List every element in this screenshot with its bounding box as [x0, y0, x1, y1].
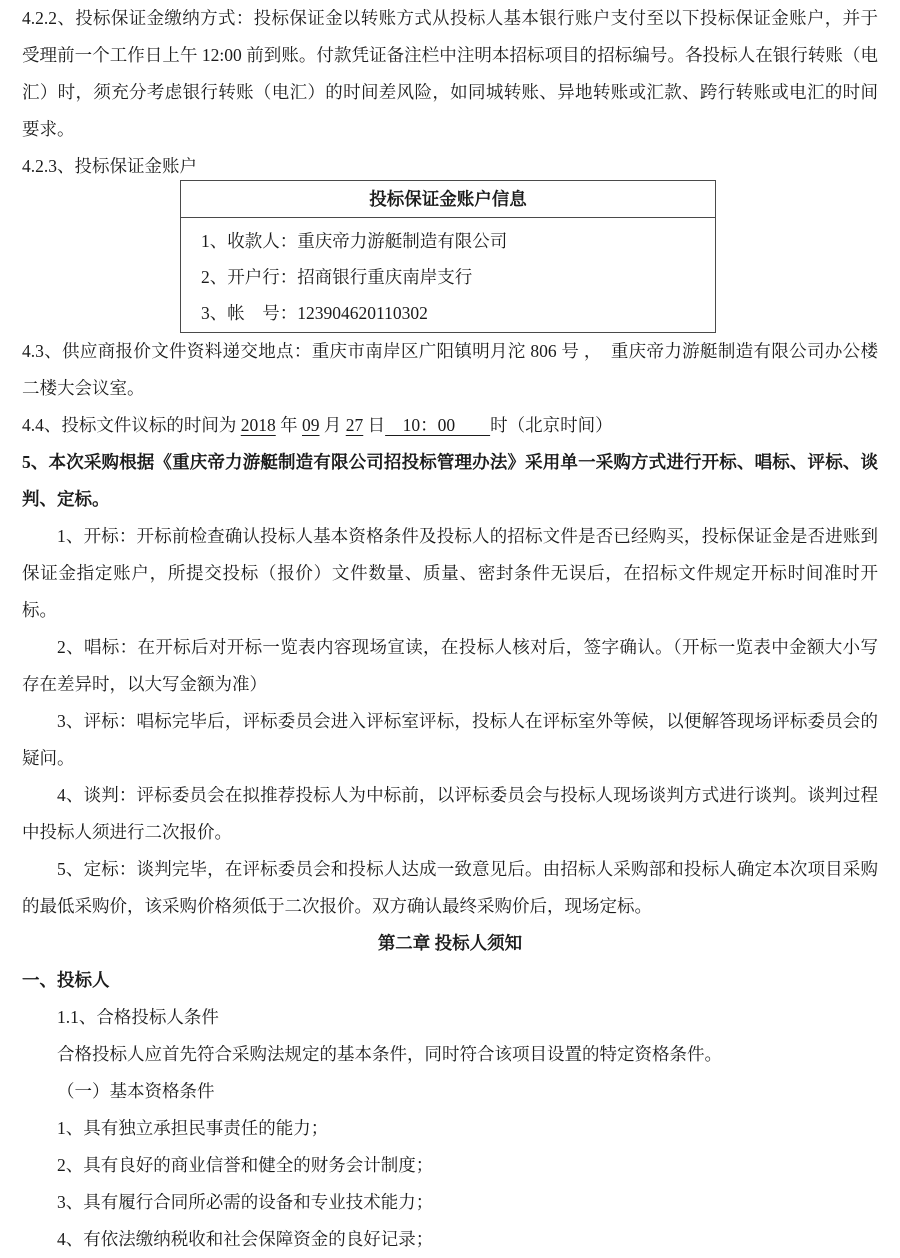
clause-5-paragraph: 5、本次采购根据《重庆帝力游艇制造有限公司招投标管理办法》采用单一采购方式进行开标、唱标、评标、谈判、定标。 [22, 452, 878, 509]
basic-qualification-heading: （一）基本资格条件 [57, 1081, 215, 1101]
bid-time-day-unit: 日 [363, 415, 386, 435]
deposit-account-table [180, 180, 716, 333]
clause-4-4-paragraph [22, 407, 878, 444]
bid-time-month: 09 [302, 415, 320, 435]
bid-time-month-unit: 月 [319, 415, 346, 435]
condition-item-4: 4、有依法缴纳税收和社会保障资金的良好记录； [57, 1229, 434, 1249]
account-row-bank: 2、开户行：招商银行重庆南岸支行 [201, 267, 473, 287]
step-negotiate-paragraph: 4、谈判：评标委员会在拟推荐投标人为中标前，以评标委员会与投标人现场谈判方式进行谈判。谈判过程中投标人须进行二次报价。 [22, 785, 878, 842]
bid-time-year: 2018 [240, 415, 276, 435]
deposit-account-table-body [181, 218, 715, 332]
clause-4-3-paragraph: 4.3、供应商报价文件资料递交地点：重庆市南岸区广阳镇明月沱 806 号 ， 重庆帝力游艇制造有限公司办公楼二楼大会议室。 [22, 341, 878, 398]
bid-time-clock: 10：00 [385, 415, 491, 435]
step-read-bid-paragraph: 2、唱标：在开标后对开标一览表内容现场宣读，在投标人核对后，签字确认。（开标一览表中金额大小写存在差异时，以大写金额为准） [22, 637, 878, 694]
bid-time-tail: 时（北京时间） [490, 415, 613, 435]
account-row-number: 3、帐 号：123904620110302 [201, 303, 428, 323]
clause-4-2-3-paragraph: 4.2.3、投标保证金账户 [22, 156, 197, 176]
step-open-bid-paragraph: 1、开标：开标前检查确认投标人基本资格条件及投标人的招标文件是否已经购买，投标保证金是否进账到保证金指定账户，所提交投标（报价）文件数量、质量、密封条件无误后，在招标文件规定开标时间准时开标。 [22, 526, 878, 620]
account-row-payee: 1、收款人：重庆帝力游艇制造有限公司 [201, 231, 508, 251]
step-evaluate-bid-paragraph: 3、评标：唱标完毕后，评标委员会进入评标室评标，投标人在评标室外等候，以便解答现场评标委员会的疑问。 [22, 711, 878, 768]
bid-time-year-unit: 年 [275, 415, 302, 435]
bid-time-day: 27 [345, 415, 364, 435]
condition-item-2: 2、具有良好的商业信誉和健全的财务会计制度； [57, 1155, 434, 1175]
deposit-account-table-title: 投标保证金账户信息 [181, 181, 715, 218]
section-heading-bidder: 一、投标人 [22, 970, 110, 990]
clause-1-1-heading: 1.1、合格投标人条件 [57, 1007, 219, 1027]
step-award-paragraph: 5、定标：谈判完毕，在评标委员会和投标人达成一致意见后。由招标人采购部和投标人确定本次项目采购的最低采购价，该采购价格须低于二次报价。双方确认最终采购价后，现场定标。 [22, 859, 878, 916]
chapter-heading: 第二章 投标人须知 [377, 933, 523, 953]
clause-4-2-2-paragraph: 4.2.2、投标保证金缴纳方式：投标保证金以转账方式从投标人基本银行账户支付至以下投标保证金账户，并于受理前一个工作日上午 12:00 前到账。付款凭证备注栏中注明本招标项目的招标编号。各投标人在银行转账（电汇）时，须充分考虑银行转账（电汇）的时间差风险，如同城转账、异地转账或汇款、跨行转账或电汇的时间要求。 [22, 8, 878, 139]
condition-item-1: 1、具有独立承担民事责任的能力； [57, 1118, 329, 1138]
eligibility-intro-paragraph: 合格投标人应首先符合采购法规定的基本条件，同时符合该项目设置的特定资格条件。 [57, 1044, 722, 1064]
bid-time-lead: 4.4、投标文件议标的时间为 [22, 415, 241, 435]
condition-item-3: 3、具有履行合同所必需的设备和专业技术能力； [57, 1192, 434, 1212]
